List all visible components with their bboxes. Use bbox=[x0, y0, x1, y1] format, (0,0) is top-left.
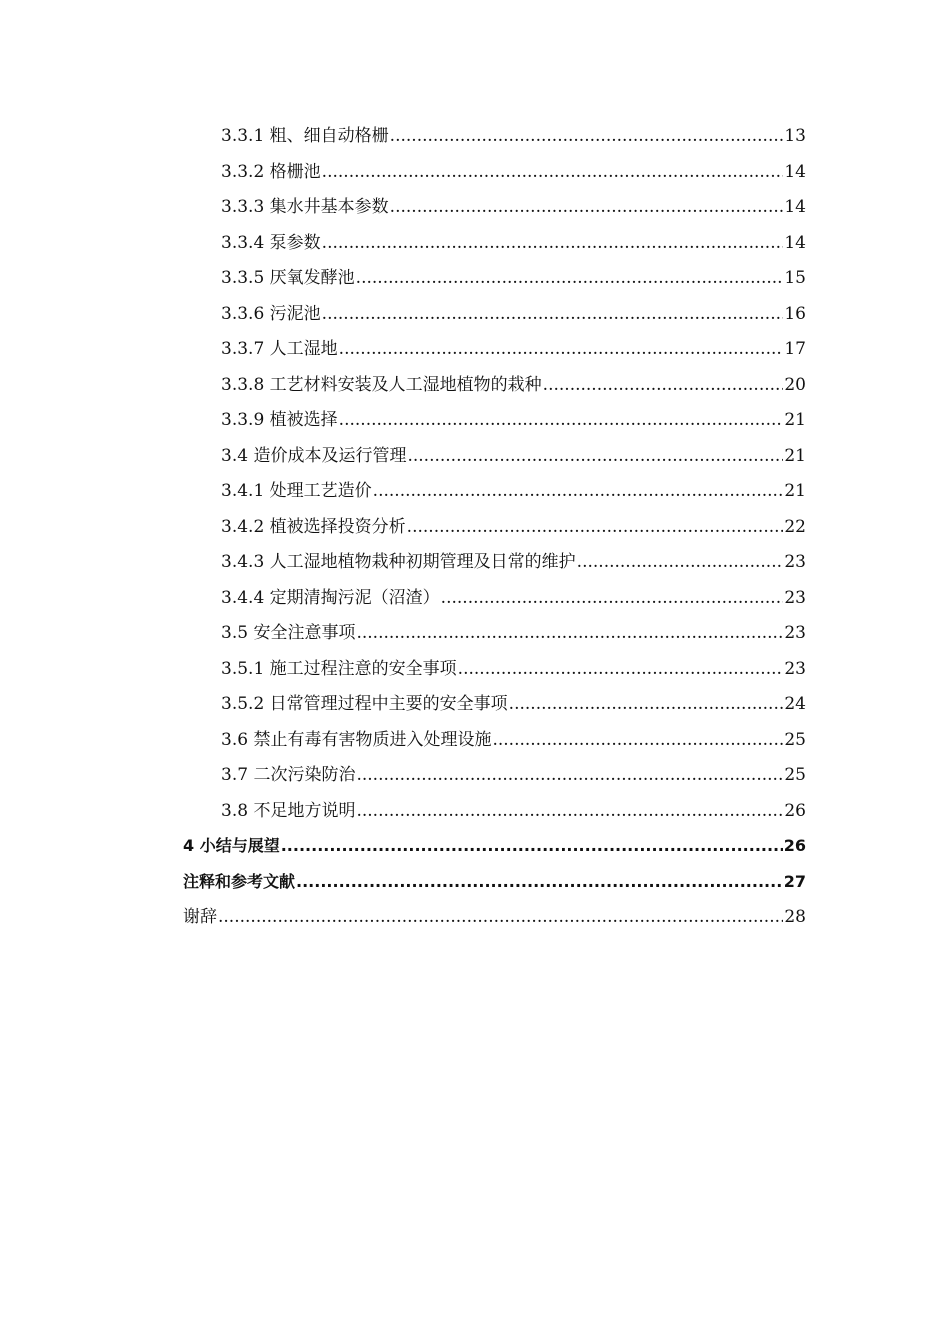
toc-entry-title: 3.4 造价成本及运行管理 bbox=[221, 445, 407, 466]
toc-entry-title: 谢辞 bbox=[183, 907, 217, 927]
toc-entry[interactable] bbox=[183, 124, 806, 160]
toc-dot-leader bbox=[339, 408, 784, 432]
toc-entry-title: 3.4.1 处理工艺造价 bbox=[221, 481, 372, 501]
toc-dot-leader bbox=[356, 266, 784, 290]
toc-entry[interactable] bbox=[183, 692, 806, 728]
toc-entry-page-number: 23 bbox=[784, 552, 806, 572]
toc-entry[interactable] bbox=[183, 905, 806, 941]
toc-entry-title: 3.7 二次污染防治 bbox=[221, 765, 356, 785]
toc-entry-page-number: 22 bbox=[784, 516, 806, 537]
toc-entry-title: 3.3.6 污泥池 bbox=[221, 303, 321, 324]
toc-entry[interactable] bbox=[183, 302, 806, 338]
toc-entry-title: 3.5 安全注意事项 bbox=[221, 623, 356, 643]
toc-entry-title: 3.4.2 植被选择投资分析 bbox=[221, 516, 406, 537]
toc-entry-title: 3.3.5 厌氧发酵池 bbox=[221, 268, 355, 288]
toc-entry-page-number: 25 bbox=[784, 729, 806, 750]
toc-entry-title: 4 小结与展望 bbox=[183, 836, 280, 855]
toc-dot-leader bbox=[373, 479, 784, 503]
toc-entry[interactable] bbox=[183, 763, 806, 799]
toc-dot-leader bbox=[509, 692, 784, 716]
toc-entry-title: 3.3.9 植被选择 bbox=[221, 410, 338, 430]
toc-entry-page-number: 16 bbox=[784, 303, 806, 324]
toc-dot-leader bbox=[407, 515, 784, 539]
toc-entry-title: 3.3.3 集水井基本参数 bbox=[221, 197, 389, 217]
toc-dot-leader bbox=[441, 586, 784, 610]
toc-dot-leader bbox=[390, 195, 784, 219]
toc-dot-leader bbox=[322, 302, 784, 326]
toc-entry[interactable] bbox=[183, 373, 806, 409]
toc-entry[interactable] bbox=[183, 799, 806, 835]
toc-entry-page-number: 21 bbox=[784, 410, 806, 430]
toc-entry-title: 3.3.1 粗、细自动格栅 bbox=[221, 126, 389, 146]
toc-entry-title: 3.3.2 格栅池 bbox=[221, 161, 321, 182]
toc-entry[interactable] bbox=[183, 444, 806, 480]
toc-entry[interactable] bbox=[183, 231, 806, 267]
toc-entry-page-number: 15 bbox=[784, 268, 806, 288]
toc-entry-page-number: 14 bbox=[784, 232, 806, 253]
toc-dot-leader bbox=[356, 763, 783, 787]
toc-entry[interactable] bbox=[183, 728, 806, 764]
toc-dot-leader bbox=[407, 444, 783, 468]
toc-entry-page-number: 14 bbox=[784, 197, 806, 217]
toc-entry-page-number: 23 bbox=[784, 587, 806, 608]
toc-dot-leader bbox=[296, 870, 783, 894]
toc-entry-page-number: 23 bbox=[784, 623, 806, 643]
toc-entry-page-number: 28 bbox=[784, 907, 806, 927]
toc-entry-title: 注释和参考文献 bbox=[183, 871, 296, 891]
table-of-contents bbox=[183, 124, 806, 941]
toc-entry-page-number: 26 bbox=[783, 836, 806, 855]
toc-entry-title: 3.3.4 泵参数 bbox=[221, 232, 321, 253]
toc-entry[interactable] bbox=[183, 408, 806, 444]
toc-entry[interactable] bbox=[183, 337, 806, 373]
toc-entry-page-number: 13 bbox=[784, 126, 806, 146]
toc-entry-title: 3.8 不足地方说明 bbox=[221, 800, 356, 821]
toc-dot-leader bbox=[322, 160, 784, 184]
toc-entry[interactable] bbox=[183, 515, 806, 551]
toc-entry[interactable] bbox=[183, 550, 806, 586]
toc-entry-title: 3.4.3 人工湿地植物栽种初期管理及日常的维护 bbox=[221, 552, 576, 572]
toc-entry[interactable] bbox=[183, 834, 806, 870]
toc-entry[interactable] bbox=[183, 870, 806, 906]
toc-entry-page-number: 24 bbox=[784, 694, 806, 714]
toc-entry-page-number: 21 bbox=[784, 481, 806, 501]
toc-entry[interactable] bbox=[183, 479, 806, 515]
toc-entry-page-number: 25 bbox=[784, 765, 806, 785]
toc-entry[interactable] bbox=[183, 195, 806, 231]
toc-entry[interactable] bbox=[183, 266, 806, 302]
toc-entry-title: 3.4.4 定期清掏污泥（沼渣） bbox=[221, 587, 440, 608]
toc-dot-leader bbox=[356, 621, 783, 645]
toc-entry-title: 3.5.1 施工过程注意的安全事项 bbox=[221, 658, 457, 679]
toc-entry-title: 3.5.2 日常管理过程中主要的安全事项 bbox=[221, 694, 508, 714]
toc-entry-page-number: 27 bbox=[783, 871, 806, 891]
toc-dot-leader bbox=[492, 728, 783, 752]
toc-dot-leader bbox=[281, 834, 783, 858]
toc-dot-leader bbox=[339, 337, 784, 361]
toc-entry-page-number: 20 bbox=[784, 374, 806, 395]
toc-dot-leader bbox=[218, 905, 783, 929]
toc-entry-page-number: 26 bbox=[784, 800, 806, 821]
toc-dot-leader bbox=[577, 550, 784, 574]
toc-entry-page-number: 14 bbox=[784, 161, 806, 182]
toc-entry-title: 3.3.8 工艺材料安装及人工湿地植物的栽种 bbox=[221, 374, 542, 395]
toc-entry-title: 3.6 禁止有毒有害物质进入处理设施 bbox=[221, 729, 492, 750]
toc-entry-page-number: 17 bbox=[784, 339, 806, 359]
toc-entry[interactable] bbox=[183, 160, 806, 196]
toc-entry-page-number: 23 bbox=[784, 658, 806, 679]
toc-dot-leader bbox=[458, 657, 784, 681]
toc-dot-leader bbox=[356, 799, 783, 823]
toc-entry[interactable] bbox=[183, 621, 806, 657]
toc-dot-leader bbox=[543, 373, 784, 397]
toc-dot-leader bbox=[322, 231, 784, 255]
toc-dot-leader bbox=[390, 124, 784, 148]
toc-entry[interactable] bbox=[183, 586, 806, 622]
toc-entry-title: 3.3.7 人工湿地 bbox=[221, 339, 338, 359]
toc-entry[interactable] bbox=[183, 657, 806, 693]
toc-entry-page-number: 21 bbox=[784, 445, 806, 466]
